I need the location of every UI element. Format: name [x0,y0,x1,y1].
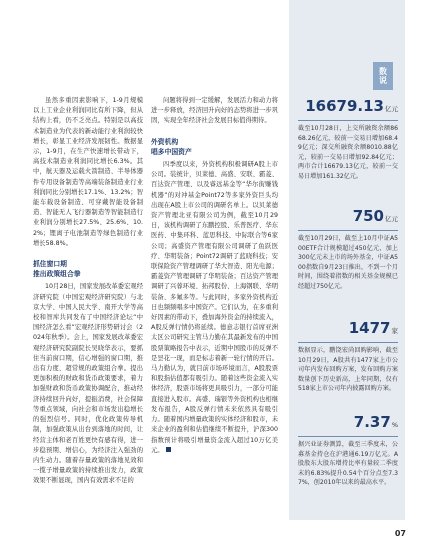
end-mark-icon [166,447,171,452]
section-title-line: 外资机构 [151,137,179,146]
divider [298,120,398,121]
paragraph: 虽然多重因素影响下，1-9月规模以上工业企业利润同比有所下降，但从结构上看，仍不乏亮点。特别是以高技术制造业为代表的新动能行业利润较快增长，彰显工业经济发展韧性。数据显示，1-9月，在生产快速增长带动下，高技术制造业利润同比增长6.3%。其中，航天器及运载火箭制造、半导体器件专用设备制造等高端装备制造业行业利润同比分别增长17.1%、13.2%；智能车载设备制造、可穿戴智能设备制造、智能无人飞行器制造等智能制造行业利润分别增长27.5%、25.6%、10.2%；锂离子电池制造等绿色制造行业增长58.8%。 [33,97,143,247]
divider [298,436,398,437]
stat-unit: 亿元 [385,215,398,223]
section-title-line: 抓住窗口期 [33,260,67,269]
stat-card-fund-holding [298,412,398,488]
paragraph [151,160,278,456]
stat-number: 16679.13 [305,97,384,115]
stat-card-margin-balance [298,96,398,181]
stat-unit: % [391,421,398,429]
stat-value [298,318,398,341]
paragraph: 10月28日，国家发展改革委宏观经济研究院（中国宏观经济研究院）与北京大学、中国人民大学、南开大学等高校和智库共同发布了中国经济论坛“中国经济怎么看”宏观经济形势研讨会（2024年秋季）。会上，国家发展改革委宏观经济研究院副院长吴晓华表示，要抓住当前窗口期，信心增强的窗口期，推出有力度、超常规的政策组合拳。提出更加积极的财政和货币政策要求，着力加强财政和货币政策协调配合，推动经济持续回升向好，提振消费，社会保障等重点领域，向社会和市场发出稳增长的强烈信号。同时，优化政策传导机制，加强政策从出台到落地的时间，让经营主体和老百姓更快有感有得，进一步稳预期、增信心，为经济注入强劲的内生动力。随着存量政策的落地见效和一揽子增量政策的持续推出发力，政策效果不断显现，国内有效需求不足的 [33,283,143,485]
section-title [151,137,278,157]
section-title-line: 推出政策组合拳 [33,270,81,279]
stat-number: 750 [352,207,384,225]
stat-card-etf-scale [298,206,398,291]
left-text-column [33,96,143,487]
section-title-line: 唱多中国资产 [151,147,192,156]
paragraph: 问题将得到一定缓解，发展活力和动力将进一步释放，经济回升向好的态势将进一步巩固，实现全年经济社会发展目标值得期待。 [151,97,278,125]
stat-number: 1477 [348,319,391,337]
middle-text-column [151,96,278,456]
paragraph-text: 四季度以来，外资机构积极调研A股上市公司。装统计，贝莱德、高盛、安联、霸菱、百达资产管理、以及睿远基金等“华尔街赚钱机器”的对冲基金Point72等多家外资巨头均出现在A股上市公司的调研名单上。以贝莱德资产管理北亚有限公司为例，截至10月29日，该机构调研了东鹏控股、乐普医疗、华东医药、中集环科、蓝思科技、中际联合等6家公司；高盛资产管理有限公司调研了鱼跃医疗、华明装备；Point72调研了蓝晓科技；安联保险资产管理调研了华大智造、阳光电源；霸菱资产管理调研了华明装备；百达资产管理调研了兴蓉环境、拓邦股份、上海钢联、华明装备、多氟多等。与此同时，多家外资机构近日也频频唱多中国资产。它们认为，在多重利好因素的带动下，叠加海外资金的持续流入，A股反弹行情仍将延续。德意志银行首席亚洲太区公司研究主管马力勤在其最新发布的中国股票策略报告中表示，近期中国股市的反弹不是昙花一现，而是标志着新一轮行情的开启。马力勤认为，就目前市场环境而言，A股股票和股指估值都有吸引力。随着这些资金流入实体经济，股票市场将更具吸引力，一部分可能直接进入股市。高盛、瑞银等外资机构也相继发布报告，A股反弹行情未来依然具有吸引力。随着国内增量政策的实体经济和股市，未来企业的盈利和估值继续不断提升，沪深300指数预计将吸引增量资金流入超过10万亿美元。 [151,161,278,454]
stat-value [298,96,398,119]
sidebar-tab-char: 数 [379,67,387,76]
stat-card-buyback [298,318,398,394]
stat-unit: 亿元 [385,105,398,113]
stat-description: 数据显示，鹏饶宏尚回购影响，截至10月29日，A股共有1477家上市公司年内发布回购方案，发布回购方案数量创下历史新高，上年同期，仅有518家上市公司年内披露回购方案。 [298,347,398,392]
section-title [33,259,143,279]
sidebar-tab-char: 说 [379,76,387,85]
stat-unit: 家 [391,327,398,335]
stat-description: 据兴业证券测算，截至三季度末，公募基金持仓在沪港通6.19万亿元。A股股东大股东增持比率有量较二季度末的6.83%提升0.54个百分点至7.37%，创2010年以来的最高水平。 [298,441,398,486]
stat-value [298,206,398,229]
stat-description: 截至10月29日，截至上10月中证A500ETF合计规模超过450亿元，加上300亿元未上市的场外基金，中证A500指数自9月23日推出，不到一个月时间，围绕着指数的相关基金规模已经超过750亿元。 [298,235,398,290]
stat-value [298,412,398,435]
sidebar-tab [373,62,393,90]
page-number: 07 [394,529,406,538]
stat-description: 截至10月28日，上交所融资余额8668.26亿元，较前一交易日增加68.49亿元；深交所融资余额8010.88亿元，较前一交易日增加92.84亿元；两市合计16679.13亿元，较前一交易日增加161.32亿元。 [298,125,398,180]
divider [298,230,398,231]
divider [298,342,398,343]
stat-number: 7.37 [353,413,391,431]
